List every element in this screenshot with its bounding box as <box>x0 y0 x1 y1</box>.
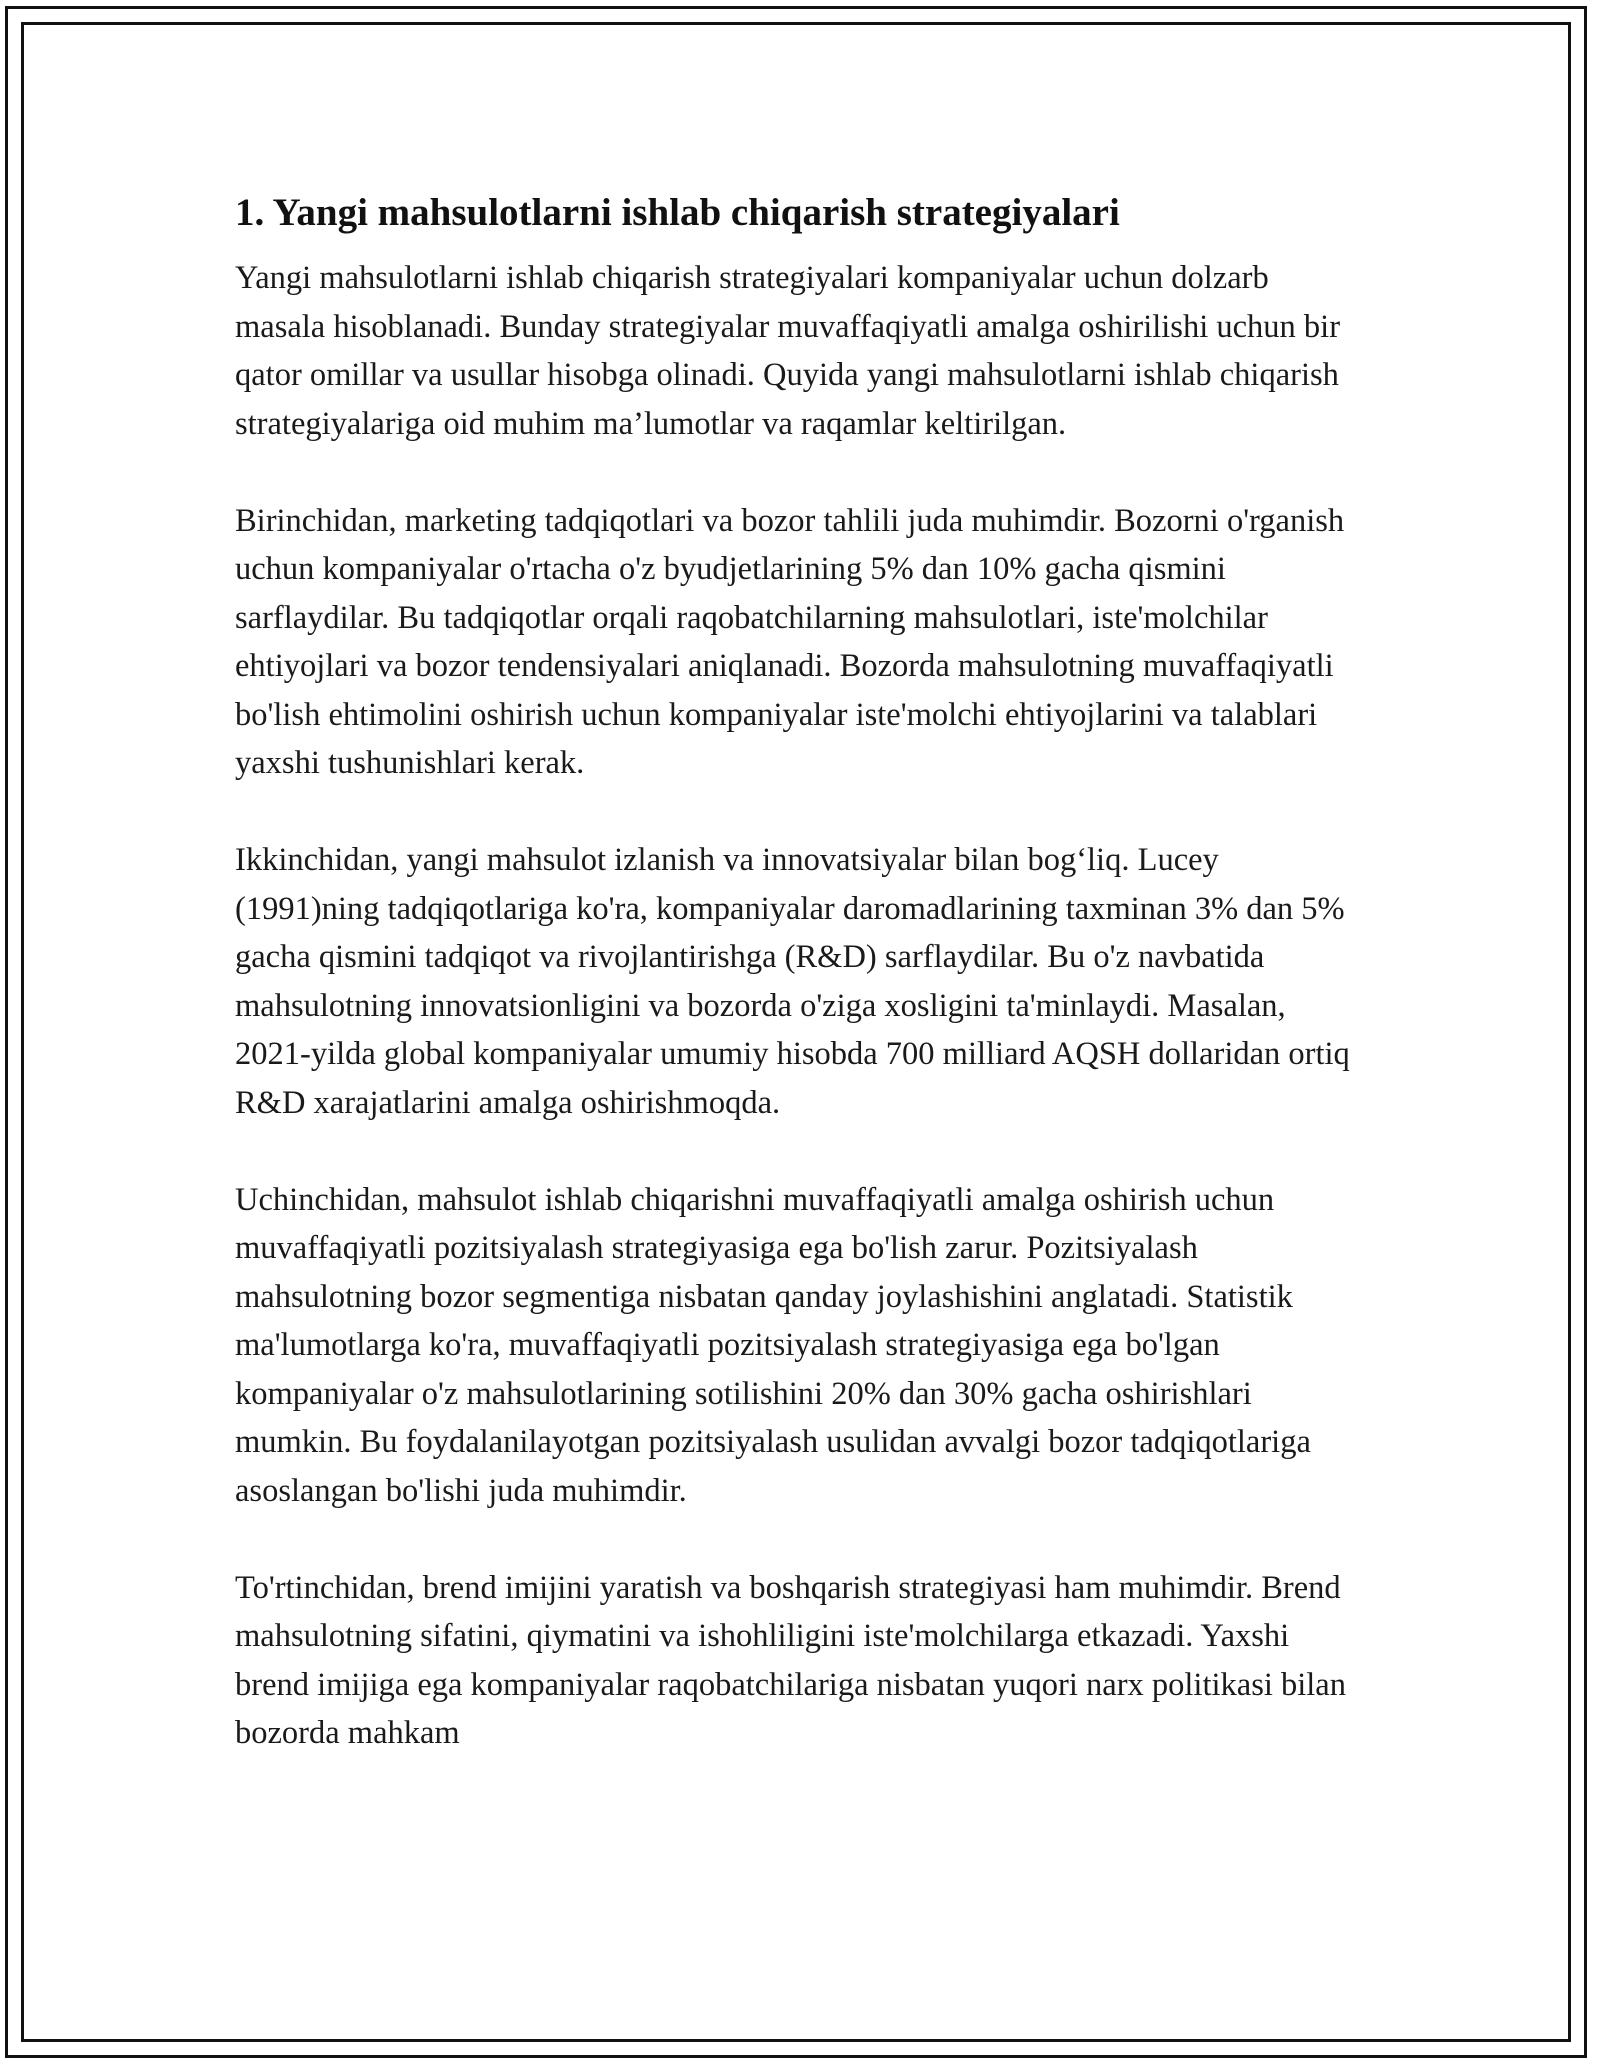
paragraph-intro: Yangi mahsulotlarni ishlab chiqarish strategiyalari kompaniyalar uchun dolzarb masala hisoblanadi. Bunday strategiyalar muvaffaqiyatli amalga oshirilishi uchun bir qator omillar va usullar hisobga olinadi. Quyida yangi mahsulotlarni ishlab chiqarish strategiyalariga oid muhim ma’lumotlar va raqamlar keltirilgan. <box>235 260 1341 442</box>
paragraph-first-point: Birinchidan, marketing tadqiqotlari va bozor tahlili juda muhimdir. Bozorni o'rganish uchun kompaniyalar o'rtacha o'z byudjetlarining 5% dan 10% gacha qismini sarflaydilar. Bu tadqiqotlar orqali raqobatchilarning mahsulotlari, iste'molchilar ehtiyojlari va bozor tendensiyalari aniqlanadi. Bozorda mahsulotning muvaffaqiyatli bo'lish ehtimolini oshirish uchun kompaniyalar iste'molchi ehtiyojlarini va talablari yaxshi tushunishlari kerak. <box>235 502 1345 781</box>
paragraph-third-point: Uchinchidan, mahsulot ishlab chiqarishni muvaffaqiyatli amalga oshirish uchun muvaffaqiyatli pozitsiyalash strategiyasiga ega bo'lish zarur. Pozitsiyalash mahsulotning bozor segmentiga nisbatan qanday joylashishini anglatadi. Statistik ma'lumotlarga ko'ra, muvaffaqiyatli pozitsiyalash strategiyasiga ega bo'lgan kompaniyalar o'z mahsulotlarining sotilishini 20% dan 30% gacha oshirishlari mumkin. Bu foydalanilayotgan pozitsiyalash usulidan avvalgi bozor tadqiqotlariga asoslangan bo'lishi juda muhimdir. <box>235 1181 1311 1509</box>
paragraph-fourth-point: To'rtinchidan, brend imijini yaratish va boshqarish strategiyasi ham muhimdir. Brend mahsulotning sifatini, qiymatini va ishohliligini iste'molchilarga etkazadi. Yaxshi brend imijiga ega kompaniyalar raqobatchilariga nisbatan yuqori narx politikasi bilan bozorda mahkam <box>235 1569 1346 1751</box>
paragraph-second-point: Ikkinchidan, yangi mahsulot izlanish va innovatsiyalar bilan bog‘liq. Lucey (1991)ning tadqiqotlariga ko'ra, kompaniyalar daromadlarining taxminan 3% dan 5% gacha qismini tadqiqot va rivojlantirishga (R&D) sarflaydilar. Bu o'z navbatida mahsulotning innovatsionligini va bozorda o'ziga xosligini ta'minlaydi. Masalan, 2021-yilda global kompaniyalar umumiy hisobda 700 milliard AQSH dollaridan ortiq R&D xarajatlarini amalga oshirishmoqda. <box>235 842 1350 1121</box>
document-body <box>235 188 1365 1806</box>
section-heading: 1. Yangi mahsulotlarni ishlab chiqarish strategiyalari <box>235 191 1120 234</box>
